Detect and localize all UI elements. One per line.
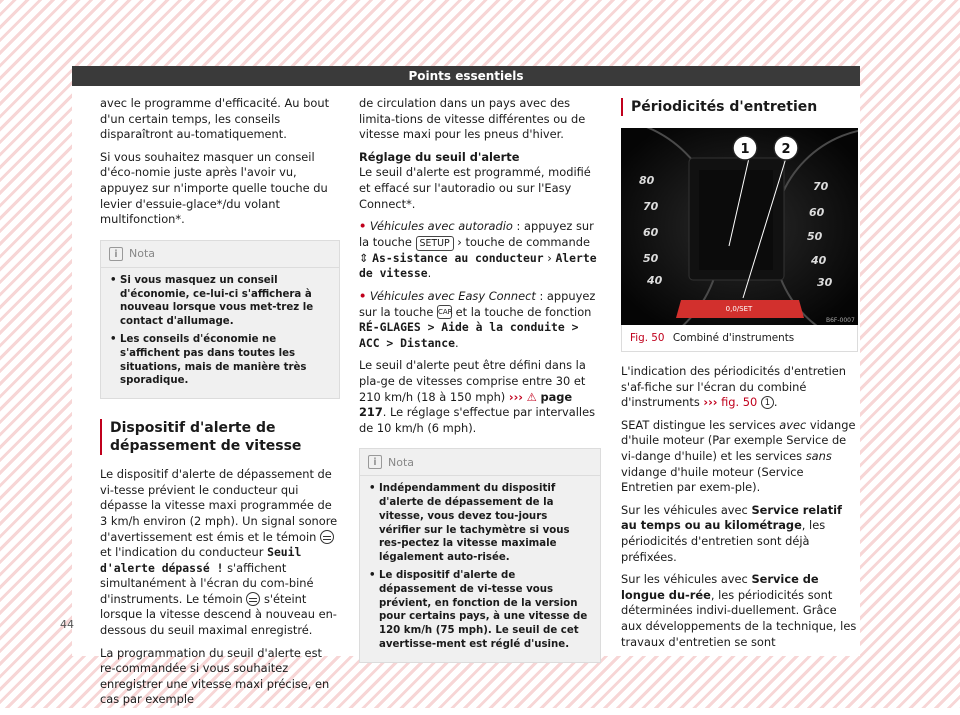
info-icon: i	[109, 247, 123, 261]
note-item: • Indépendamment du dispositif d'alerte de dépassement de la vitesse, vous devez tou-jours vérifier sur le tachymètre si vous res-pectez la vitesse maximale légalement auto-risée.	[369, 482, 591, 565]
tick-label: 30	[817, 276, 833, 289]
text: Sur les véhicules avec	[621, 572, 748, 587]
paragraph	[100, 467, 340, 639]
note-header	[101, 241, 339, 268]
text: s'affichent simultanément à l'écran du com-biné d'instruments. Le témoin	[100, 560, 314, 606]
text: Sur les véhicules avec	[621, 502, 748, 517]
text: : appuyez sur la touche	[359, 219, 594, 249]
text: Véhicules avec autoradio	[369, 219, 513, 234]
callout-badge: 1	[761, 396, 774, 409]
menu-path: RÉ-GLAGES > Aide à la conduite > ACC > Distance	[359, 320, 579, 350]
menu-path: Alerte de vitesse	[359, 250, 597, 281]
text: L'indication des périodicités d'entretien s'af-fiche sur l'écran du combiné d'instruments	[621, 364, 846, 410]
text: vidange d'huile moteur (Service Entretien par exem-ple).	[621, 464, 804, 495]
text: sans	[805, 448, 832, 463]
column-middle	[359, 96, 601, 673]
caption-text: Combiné d'instruments	[672, 332, 795, 344]
instrument-cluster-figure	[621, 128, 858, 325]
tick-label: 80	[639, 174, 655, 187]
menu-path: As-sistance au conducteur	[372, 250, 544, 265]
paragraph: L'indication des périodicités d'entretien s'af-fiche sur l'écran du combiné d'instruments ››› fig. 50 1 .	[621, 364, 846, 410]
callout-badge: 1	[740, 142, 750, 157]
text: , les périodicités sont déterminées indivi-duellement. Grâce aux développements de la technique, les travaux d'entretien se sont	[621, 587, 857, 649]
tick-label: 40	[647, 274, 663, 287]
warning-lamp-icon	[246, 592, 260, 606]
info-icon: i	[368, 455, 382, 469]
note-item: • Les conseils d'économie ne s'affichent pas dans toutes les situations, mais de manière très sporadique.	[110, 333, 330, 388]
bullet-icon: •	[359, 288, 367, 303]
cross-ref-arrows: ›››	[703, 395, 718, 410]
tick-label: 60	[809, 206, 825, 219]
text: Service relatif au temps ou au kilométrage	[621, 502, 843, 533]
up-down-arrow-icon: ⇕	[359, 250, 369, 265]
text: vidange d'huile moteur (Par exemple Service de vi-dange d'huile) et les services	[621, 417, 856, 463]
tick-label: 50	[807, 230, 823, 243]
figure-link[interactable]: fig. 50	[721, 395, 758, 410]
note-box	[100, 240, 340, 399]
note-item-text: Les conseils d'économie ne s'affichent pas dans toutes les situations, mais de manière très sporadique.	[120, 333, 307, 387]
bullet-item: • Véhicules avec Easy Connect : appuyez sur la touche CAR et la touche de fonction RÉ-GLAGES > Aide à la conduite > ACC > Distance.	[359, 288, 596, 350]
figure-code: B6F-0007	[826, 317, 855, 324]
note-item-text: Le dispositif d'alerte de dépassement de vi-tesse vous prévient, en fonction de la version pour certains pays, à une vitesse de 120 km/h (75 mph). Le seuil de cet avertisse-ment est réglé d'usine.	[379, 570, 588, 651]
note-box	[359, 448, 601, 663]
display-text: 0,0/SET	[725, 305, 753, 313]
note-item-text: Indépendamment du dispositif d'alerte de dépassement de la vitesse, vous devez tou-jours vérifier sur le tachymètre si vous res-pectez la vitesse maximale légalement auto-risée.	[379, 483, 570, 564]
paragraph: La programmation du seuil d'alerte est re-commandée si vous souhaitez enregistrer une vitesse maxi précise, en cas par exemple	[100, 645, 330, 707]
note-label: Nota	[388, 455, 415, 469]
text: Le dispositif d'alerte de dépassement de vi-tesse prévient le conducteur qui dépasse la vitesse maxi programmée de 3 km/h environ (2 mph). Un signal sonore d'avertissement est émis et le témoin	[100, 467, 338, 544]
column-left	[100, 96, 340, 715]
setup-key-icon: SETUP	[416, 236, 454, 251]
note-header	[360, 449, 600, 476]
note-item: • Si vous masquez un conseil d'économie, ce-lui-ci s'affichera à nouveau lorsque vous met-trez le contact d'allumage.	[110, 274, 330, 329]
page-link[interactable]: page 217	[359, 389, 573, 420]
text: et l'indication du conducteur	[100, 545, 264, 560]
text: Le seuil d'alerte peut être défini dans la pla-ge de vitesses comprise entre 30 et 210 km/h (18 à 150 mph)	[359, 358, 586, 404]
callout-badge: 2	[781, 142, 791, 157]
tick-label: 70	[813, 180, 829, 193]
paragraph: avec le programme d'efficacité. Au bout d'un certain temps, les conseils disparaîtront au-tomatiquement.	[100, 96, 330, 142]
paragraph: de circulation dans un pays avec des limita-tions de vitesse différentes ou de vitesse maxi pour les pneus d'hiver.	[359, 96, 586, 142]
text: ›	[547, 250, 552, 265]
note-label: Nota	[129, 247, 156, 261]
instrument-cluster-image	[621, 128, 858, 325]
tick-label: 50	[643, 252, 659, 265]
tick-label: 40	[811, 254, 827, 267]
page-header: Points essentiels	[72, 66, 860, 86]
bullet-item: • Véhicules avec autoradio : appuyez sur la touche SETUP › touche de commande ⇕ As-sistance au conducteur › Alerte de vitesse.	[359, 219, 597, 281]
paragraph	[621, 418, 859, 496]
note-body	[360, 476, 600, 662]
note-item-text: Si vous masquez un conseil d'économie, ce-lui-ci s'affichera à nouveau lorsque vous met-trez le contact d'allumage.	[120, 274, 314, 328]
figure-label: Fig. 50	[630, 332, 665, 344]
text: Service de longue du-rée	[621, 572, 819, 602]
text: Véhicules avec Easy Connect	[369, 288, 536, 303]
text: Le réglage s'effectue par intervalles de 10 km/h (6 mph).	[359, 405, 596, 435]
warning-lamp-icon	[320, 530, 334, 544]
note-body	[101, 268, 339, 398]
tick-label: 70	[643, 200, 659, 213]
tick-label: 60	[643, 226, 659, 239]
text: avec	[779, 417, 807, 432]
paragraph	[621, 503, 859, 565]
car-key-icon: CAR	[437, 305, 452, 319]
text: : appuyez sur la touche	[359, 288, 596, 319]
display-message: Seuil d'alerte dépassé !	[100, 545, 302, 575]
text: s'éteint lorsque la vitesse descend à nouveau en-dessous du seuil maximal enregistré.	[100, 591, 337, 638]
cross-ref-arrows: ›››	[508, 389, 523, 404]
note-item: • Le dispositif d'alerte de dépassement de vi-tesse vous prévient, en fonction de la version pour certains pays, à une vitesse de 120 km/h (75 mph). Le seuil de cet avertisse-ment est réglé d'usine.	[369, 569, 591, 652]
text: › touche de commande	[457, 234, 590, 249]
section-title: Périodicités d'entretien	[621, 98, 859, 116]
section-title: Dispositif d'alerte de dépassement de vitesse	[100, 419, 340, 455]
text: SEAT distingue les services	[621, 417, 776, 432]
paragraph: Le seuil d'alerte est programmé, modifié et effacé sur l'autoradio ou sur l'Easy Connect*.	[359, 165, 591, 211]
page-number: 44	[60, 618, 74, 631]
bullet-icon: •	[359, 219, 367, 234]
paragraph: Si vous souhaitez masquer un conseil d'éco-nomie juste après l'avoir vu, appuyez sur n'importe quelle touche du levier d'essuie-glace*/du volant multifonction*.	[100, 149, 328, 227]
text: et la touche de fonction	[455, 304, 592, 319]
text: , les périodicités d'entretien sont déjà préfixées.	[621, 518, 826, 564]
paragraph: Le seuil d'alerte peut être défini dans la pla-ge de vitesses comprise entre 30 et 210 km/h (18 à 150 mph) ››› ⚠ page 217. Le réglage s'effectue par intervalles de 10 km/h (6 mph).	[359, 358, 596, 435]
column-right	[621, 96, 859, 657]
subheading: Réglage du seuil d'alerte	[359, 149, 520, 164]
figure-caption	[621, 325, 858, 352]
display-symbol-icon: ⚠	[526, 389, 537, 404]
paragraph	[621, 572, 859, 650]
